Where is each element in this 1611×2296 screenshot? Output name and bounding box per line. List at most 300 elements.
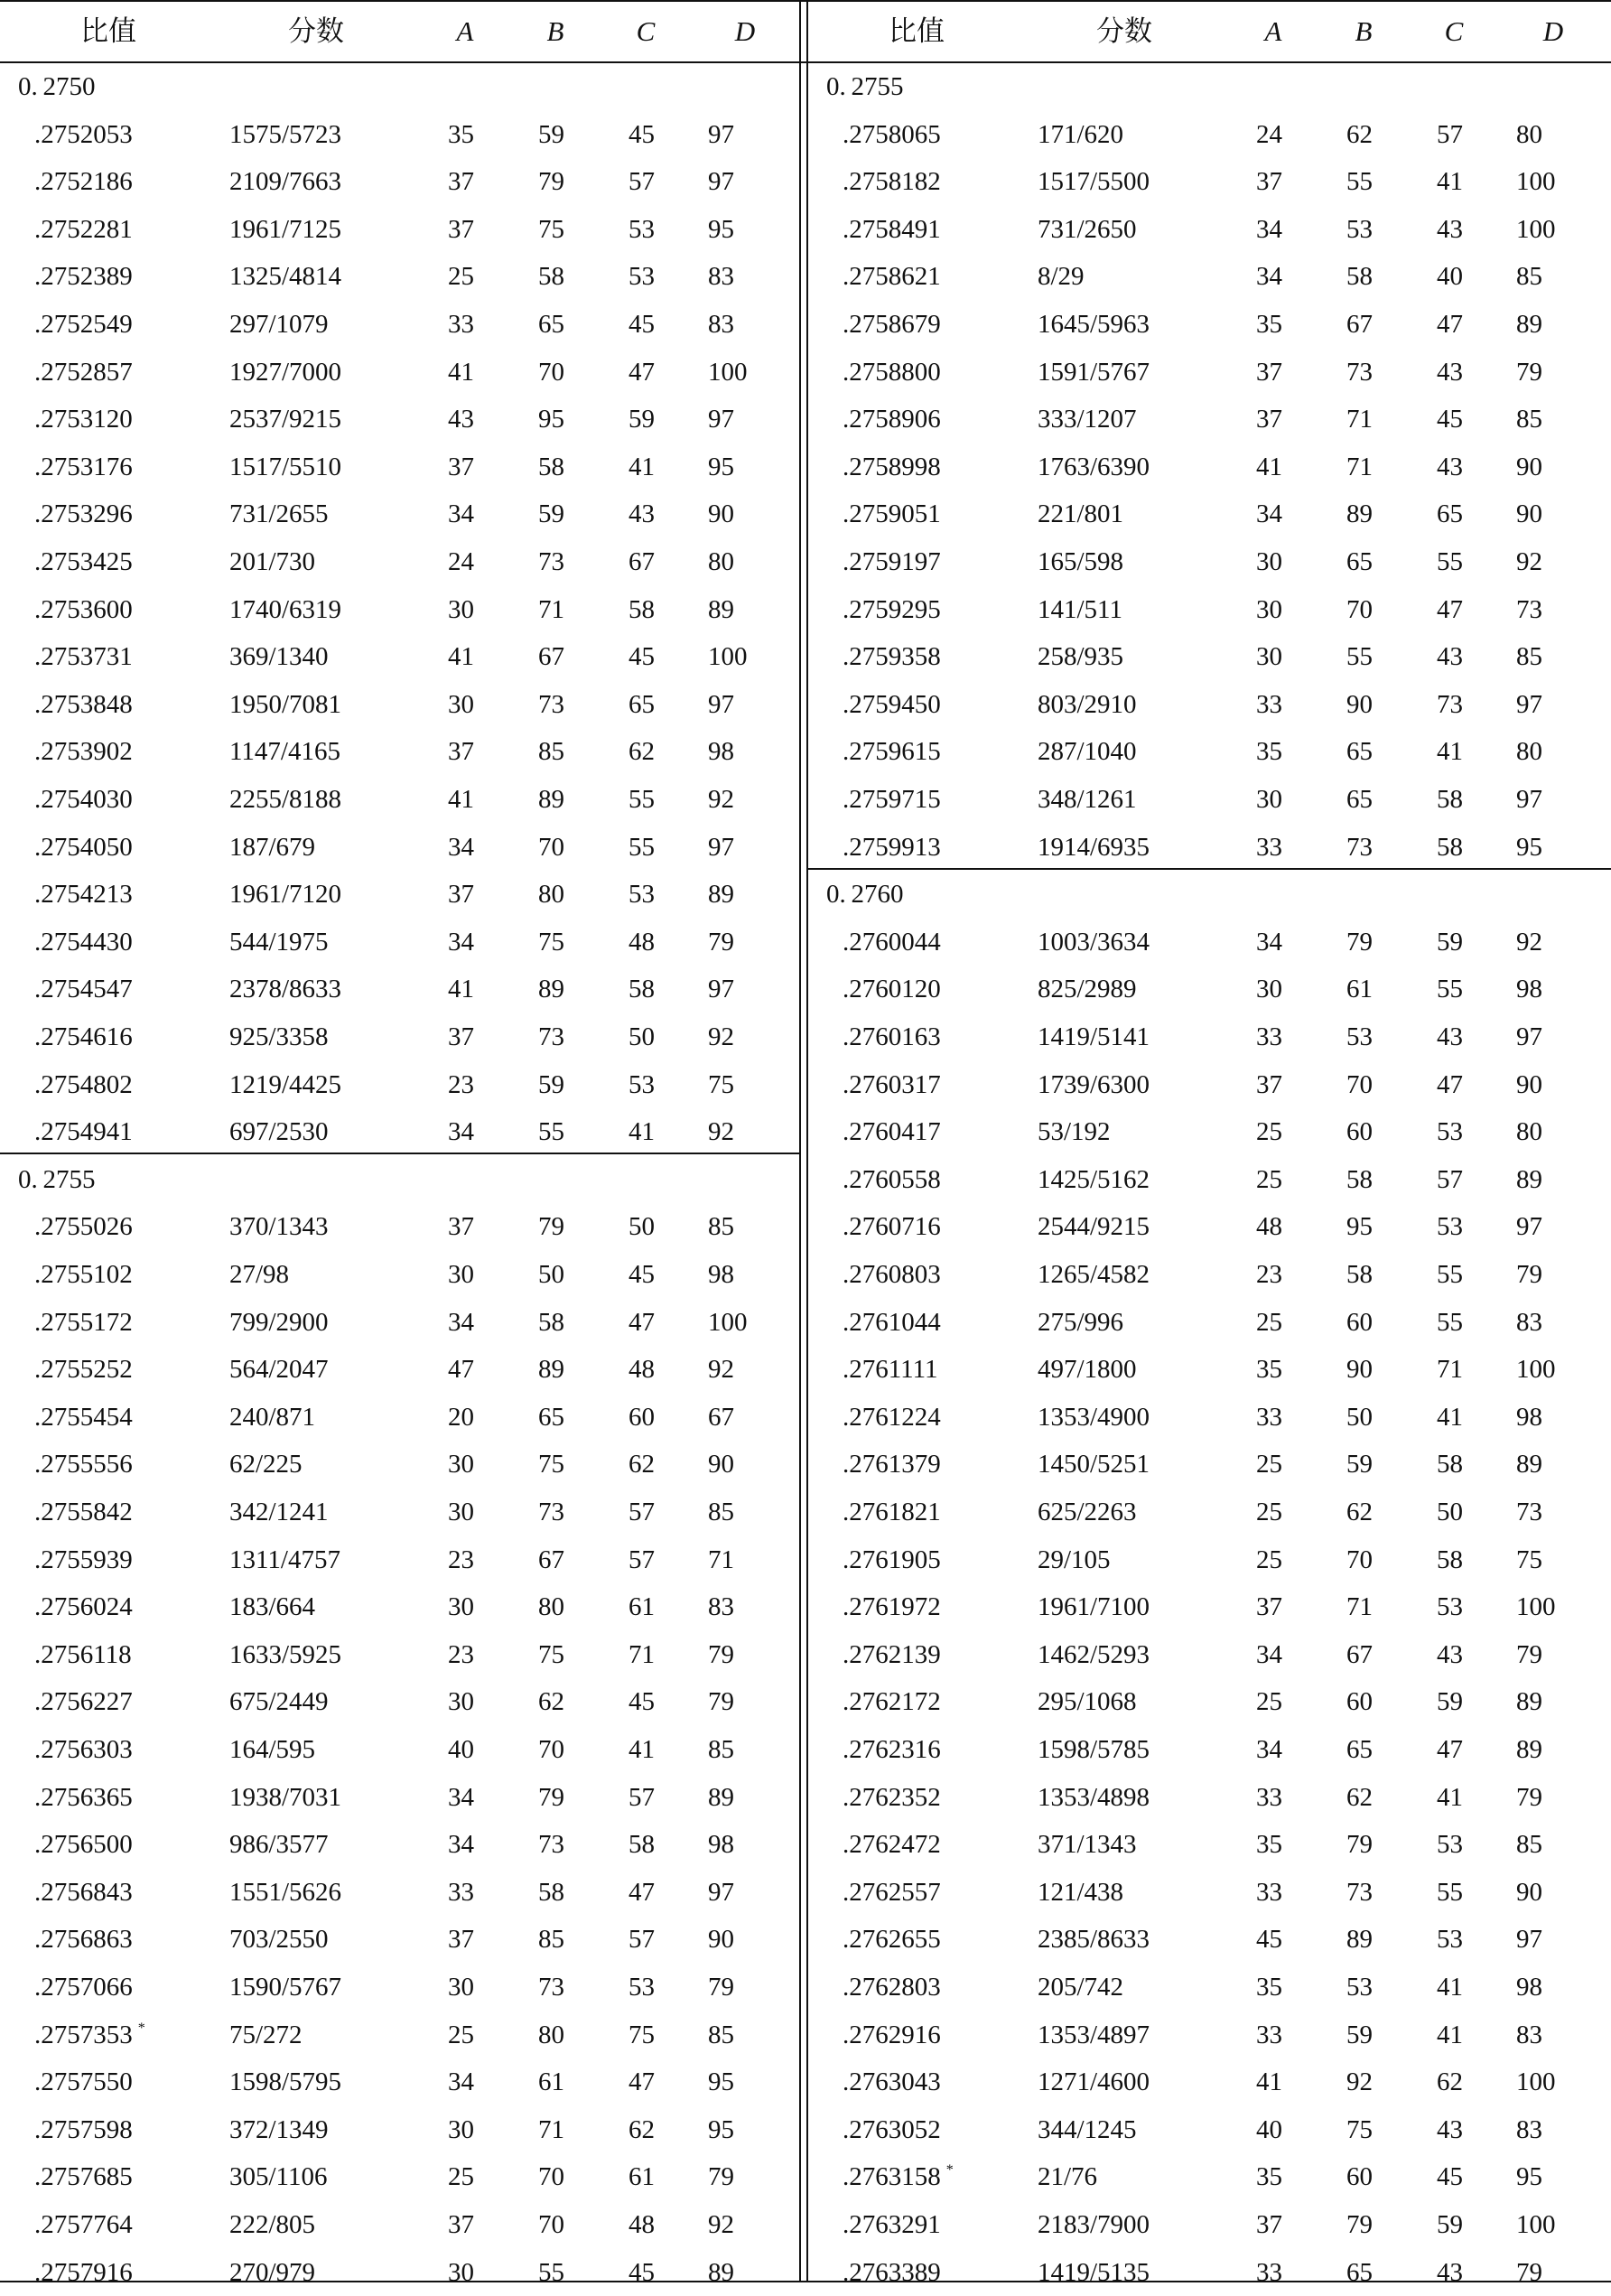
a-cell: 35 bbox=[448, 119, 474, 149]
a-cell: 25 bbox=[448, 2020, 474, 2049]
ratio-cell: .2760120 bbox=[843, 975, 941, 1004]
a-cell: 41 bbox=[448, 785, 474, 814]
a-cell: 37 bbox=[448, 452, 474, 481]
ratio-cell: .2754941 bbox=[34, 1117, 133, 1147]
b-cell: 65 bbox=[1346, 547, 1373, 576]
header-fraction-left: 分数 bbox=[288, 15, 344, 47]
ratio-cell: .2759615 bbox=[843, 737, 941, 767]
fraction-cell: 369/1340 bbox=[229, 642, 329, 672]
fraction-cell: 1425/5162 bbox=[1038, 1164, 1150, 1194]
fraction-cell: 344/1245 bbox=[1038, 2114, 1137, 2144]
c-cell: 59 bbox=[629, 405, 655, 434]
d-cell: 92 bbox=[708, 1022, 734, 1051]
ratio-cell: .2762139 bbox=[843, 1639, 941, 1669]
fraction-cell: 1961/7100 bbox=[1038, 1592, 1150, 1622]
b-cell: 62 bbox=[1346, 1498, 1373, 1526]
d-cell: 90 bbox=[1516, 1877, 1542, 1907]
b-cell: 71 bbox=[1346, 452, 1373, 481]
ratio-cell: .2753296 bbox=[34, 499, 133, 529]
ratio-cell: .2757550 bbox=[34, 2067, 133, 2097]
ratio-cell: .2760417 bbox=[843, 1117, 941, 1147]
a-cell: 30 bbox=[1256, 785, 1282, 814]
fraction-cell: 697/2530 bbox=[229, 1117, 329, 1147]
c-cell: 43 bbox=[1437, 2257, 1463, 2287]
c-cell: 48 bbox=[629, 927, 655, 957]
ratio-cell: .2753120 bbox=[34, 405, 133, 434]
column-divider bbox=[799, 0, 801, 2282]
b-cell: 79 bbox=[538, 1212, 564, 1242]
b-cell: 55 bbox=[1346, 642, 1373, 672]
c-cell: 57 bbox=[629, 1498, 655, 1526]
a-cell: 37 bbox=[448, 1212, 474, 1242]
ratio-cell: .2757598 bbox=[34, 2114, 133, 2144]
ratio-cell: .2753848 bbox=[34, 689, 133, 719]
header-c-left: C bbox=[636, 15, 656, 47]
ratio-cell: .2762557 bbox=[843, 1877, 941, 1907]
fraction-cell: 1517/5510 bbox=[229, 452, 342, 481]
d-cell: 73 bbox=[1516, 1498, 1542, 1526]
d-cell: 100 bbox=[1516, 1592, 1556, 1622]
fraction-cell: 171/620 bbox=[1038, 119, 1124, 149]
a-cell: 35 bbox=[1256, 310, 1282, 339]
c-cell: 45 bbox=[629, 642, 655, 672]
fraction-cell: 1311/4757 bbox=[229, 1545, 340, 1574]
a-cell: 35 bbox=[1256, 1830, 1282, 1860]
d-cell: 95 bbox=[708, 2067, 734, 2097]
a-cell: 25 bbox=[1256, 1164, 1282, 1194]
asterisk-mark: * bbox=[137, 2020, 145, 2036]
fraction-cell: 544/1975 bbox=[229, 927, 329, 957]
a-cell: 25 bbox=[1256, 1498, 1282, 1526]
b-cell: 89 bbox=[538, 975, 564, 1004]
ratio-cell: .2752186 bbox=[34, 167, 133, 197]
b-cell: 73 bbox=[538, 1973, 564, 2002]
b-cell: 79 bbox=[538, 167, 564, 197]
c-cell: 59 bbox=[1437, 927, 1463, 957]
ratio-cell: .2759295 bbox=[843, 594, 941, 624]
fraction-cell: 497/1800 bbox=[1038, 1355, 1137, 1385]
d-cell: 89 bbox=[1516, 1450, 1542, 1479]
ratio-cell: .2755102 bbox=[34, 1260, 133, 1289]
b-cell: 70 bbox=[538, 357, 564, 387]
ratio-cell: .2753176 bbox=[34, 452, 133, 481]
b-cell: 67 bbox=[1346, 310, 1373, 339]
ratio-cell: .2756863 bbox=[34, 1925, 133, 1955]
ratio-cell: .2760163 bbox=[843, 1022, 941, 1051]
c-cell: 62 bbox=[629, 2114, 655, 2144]
fraction-cell: 1353/4897 bbox=[1038, 2020, 1150, 2049]
a-cell: 34 bbox=[1256, 927, 1282, 957]
d-cell: 92 bbox=[708, 1117, 734, 1147]
fraction-cell: 183/664 bbox=[229, 1592, 316, 1622]
ratio-cell: .2754547 bbox=[34, 975, 133, 1004]
a-cell: 30 bbox=[448, 1498, 474, 1526]
c-cell: 61 bbox=[629, 2162, 655, 2192]
b-cell: 70 bbox=[1346, 594, 1373, 624]
ratio-cell: .2756843 bbox=[34, 1877, 133, 1907]
d-cell: 79 bbox=[1516, 1639, 1542, 1669]
fraction-cell: 1950/7081 bbox=[229, 689, 342, 719]
a-cell: 34 bbox=[448, 1782, 474, 1812]
d-cell: 79 bbox=[708, 927, 734, 957]
d-cell: 89 bbox=[1516, 310, 1542, 339]
c-cell: 41 bbox=[629, 1117, 655, 1147]
fraction-cell: 342/1241 bbox=[229, 1498, 329, 1526]
d-cell: 100 bbox=[1516, 167, 1556, 197]
ratio-cell: .2756303 bbox=[34, 1735, 133, 1764]
fraction-cell: 201/730 bbox=[229, 547, 316, 576]
ratio-cell: .2758065 bbox=[843, 119, 941, 149]
section-label: 0. 2760 bbox=[826, 880, 904, 910]
c-cell: 48 bbox=[629, 2210, 655, 2239]
ratio-cell: .2760317 bbox=[843, 1069, 941, 1099]
c-cell: 41 bbox=[1437, 1402, 1463, 1432]
c-cell: 65 bbox=[629, 689, 655, 719]
ratio-cell: .2758998 bbox=[843, 452, 941, 481]
d-cell: 89 bbox=[708, 880, 734, 910]
fraction-cell: 1325/4814 bbox=[229, 262, 342, 292]
c-cell: 43 bbox=[1437, 2114, 1463, 2144]
d-cell: 98 bbox=[708, 737, 734, 767]
a-cell: 35 bbox=[1256, 737, 1282, 767]
header-ratio-left: 比值 bbox=[80, 15, 136, 47]
fraction-cell: 803/2910 bbox=[1038, 689, 1137, 719]
fraction-cell: 27/98 bbox=[229, 1260, 290, 1289]
b-cell: 58 bbox=[1346, 262, 1373, 292]
b-cell: 65 bbox=[1346, 2257, 1373, 2287]
a-cell: 34 bbox=[448, 499, 474, 529]
a-cell: 33 bbox=[1256, 1877, 1282, 1907]
b-cell: 70 bbox=[538, 2210, 564, 2239]
d-cell: 85 bbox=[708, 1735, 734, 1764]
d-cell: 89 bbox=[1516, 1687, 1542, 1717]
d-cell: 67 bbox=[708, 1402, 734, 1432]
c-cell: 62 bbox=[629, 1450, 655, 1479]
a-cell: 37 bbox=[448, 1022, 474, 1051]
d-cell: 85 bbox=[1516, 642, 1542, 672]
ratio-cell: .2754430 bbox=[34, 927, 133, 957]
c-cell: 43 bbox=[1437, 357, 1463, 387]
fraction-cell: 1740/6319 bbox=[229, 594, 342, 624]
b-cell: 71 bbox=[1346, 1592, 1373, 1622]
a-cell: 24 bbox=[1256, 119, 1282, 149]
a-cell: 33 bbox=[1256, 1022, 1282, 1051]
b-cell: 58 bbox=[538, 1307, 564, 1337]
d-cell: 97 bbox=[1516, 689, 1542, 719]
a-cell: 34 bbox=[1256, 499, 1282, 529]
c-cell: 55 bbox=[1437, 547, 1463, 576]
fraction-cell: 731/2655 bbox=[229, 499, 329, 529]
b-cell: 62 bbox=[1346, 1782, 1373, 1812]
d-cell: 100 bbox=[1516, 2067, 1556, 2097]
ratio-cell: .2755252 bbox=[34, 1355, 133, 1385]
fraction-cell: 703/2550 bbox=[229, 1925, 329, 1955]
a-cell: 30 bbox=[448, 689, 474, 719]
d-cell: 89 bbox=[708, 2257, 734, 2287]
b-cell: 65 bbox=[1346, 1735, 1373, 1764]
b-cell: 61 bbox=[538, 2067, 564, 2097]
c-cell: 55 bbox=[1437, 1260, 1463, 1289]
d-cell: 85 bbox=[1516, 405, 1542, 434]
fraction-cell: 1645/5963 bbox=[1038, 310, 1150, 339]
b-cell: 95 bbox=[538, 405, 564, 434]
asterisk-mark: * bbox=[945, 2162, 954, 2179]
a-cell: 40 bbox=[448, 1735, 474, 1764]
fraction-cell: 1462/5293 bbox=[1038, 1639, 1150, 1669]
fraction-cell: 1147/4165 bbox=[229, 737, 340, 767]
a-cell: 37 bbox=[1256, 2210, 1282, 2239]
c-cell: 62 bbox=[629, 737, 655, 767]
d-cell: 75 bbox=[1516, 1545, 1542, 1574]
ratio-cell: .2759051 bbox=[843, 499, 941, 529]
fraction-cell: 1003/3634 bbox=[1038, 927, 1150, 957]
c-cell: 41 bbox=[629, 452, 655, 481]
fraction-cell: 222/805 bbox=[229, 2210, 316, 2239]
c-cell: 45 bbox=[629, 119, 655, 149]
a-cell: 25 bbox=[1256, 1117, 1282, 1147]
b-cell: 73 bbox=[538, 547, 564, 576]
d-cell: 97 bbox=[1516, 1022, 1542, 1051]
c-cell: 45 bbox=[629, 1260, 655, 1289]
c-cell: 41 bbox=[1437, 1782, 1463, 1812]
ratio-cell: .2754616 bbox=[34, 1022, 133, 1051]
fraction-cell: 21/76 bbox=[1038, 2162, 1098, 2192]
a-cell: 33 bbox=[1256, 2020, 1282, 2049]
fraction-cell: 370/1343 bbox=[229, 1212, 329, 1242]
a-cell: 33 bbox=[1256, 832, 1282, 862]
c-cell: 75 bbox=[629, 2020, 655, 2049]
d-cell: 83 bbox=[1516, 2114, 1542, 2144]
c-cell: 41 bbox=[629, 1735, 655, 1764]
a-cell: 40 bbox=[1256, 2114, 1282, 2144]
b-cell: 67 bbox=[1346, 1639, 1373, 1669]
b-cell: 71 bbox=[538, 594, 564, 624]
b-cell: 92 bbox=[1346, 2067, 1373, 2097]
ratio-cell: .2761224 bbox=[843, 1402, 941, 1432]
fraction-cell: 986/3577 bbox=[229, 1830, 329, 1860]
a-cell: 30 bbox=[1256, 594, 1282, 624]
a-cell: 34 bbox=[448, 832, 474, 862]
header-a-right: A bbox=[1264, 15, 1282, 47]
c-cell: 47 bbox=[629, 2067, 655, 2097]
b-cell: 60 bbox=[1346, 1687, 1373, 1717]
a-cell: 30 bbox=[1256, 975, 1282, 1004]
a-cell: 48 bbox=[1256, 1212, 1282, 1242]
a-cell: 23 bbox=[448, 1545, 474, 1574]
a-cell: 30 bbox=[448, 2114, 474, 2144]
d-cell: 85 bbox=[708, 1212, 734, 1242]
a-cell: 41 bbox=[1256, 452, 1282, 481]
d-cell: 98 bbox=[1516, 1402, 1542, 1432]
ratio-cell: .2758491 bbox=[843, 214, 941, 244]
d-cell: 97 bbox=[708, 1877, 734, 1907]
c-cell: 57 bbox=[1437, 1164, 1463, 1194]
d-cell: 90 bbox=[1516, 452, 1542, 481]
fraction-cell: 1591/5767 bbox=[1038, 357, 1150, 387]
c-cell: 47 bbox=[1437, 1735, 1463, 1764]
ratio-cell: .2755556 bbox=[34, 1450, 133, 1479]
fraction-cell: 1739/6300 bbox=[1038, 1069, 1150, 1099]
b-cell: 71 bbox=[538, 2114, 564, 2144]
a-cell: 37 bbox=[1256, 167, 1282, 197]
d-cell: 97 bbox=[708, 405, 734, 434]
c-cell: 55 bbox=[1437, 975, 1463, 1004]
c-cell: 73 bbox=[1437, 689, 1463, 719]
c-cell: 43 bbox=[1437, 1639, 1463, 1669]
b-cell: 59 bbox=[1346, 2020, 1373, 2049]
b-cell: 50 bbox=[538, 1260, 564, 1289]
ratio-cell: .2754802 bbox=[34, 1069, 133, 1099]
ratio-cell: .2756118 bbox=[34, 1639, 132, 1669]
fraction-cell: 2544/9215 bbox=[1038, 1212, 1150, 1242]
header-b-left: B bbox=[546, 15, 564, 47]
a-cell: 34 bbox=[1256, 262, 1282, 292]
d-cell: 80 bbox=[1516, 119, 1542, 149]
ratio-cell: .2759197 bbox=[843, 547, 941, 576]
b-cell: 89 bbox=[1346, 1925, 1373, 1955]
b-cell: 61 bbox=[1346, 975, 1373, 1004]
a-cell: 34 bbox=[448, 1307, 474, 1337]
d-cell: 79 bbox=[708, 2162, 734, 2192]
ratio-cell: .2753600 bbox=[34, 594, 133, 624]
fraction-cell: 2537/9215 bbox=[229, 405, 342, 434]
fraction-cell: 1914/6935 bbox=[1038, 832, 1150, 862]
c-cell: 55 bbox=[1437, 1307, 1463, 1337]
a-cell: 34 bbox=[1256, 214, 1282, 244]
fraction-cell: 333/1207 bbox=[1038, 405, 1137, 434]
c-cell: 57 bbox=[629, 1925, 655, 1955]
b-cell: 89 bbox=[538, 785, 564, 814]
ratio-cell: .2762803 bbox=[843, 1973, 941, 2002]
b-cell: 70 bbox=[1346, 1069, 1373, 1099]
d-cell: 97 bbox=[708, 689, 734, 719]
b-cell: 70 bbox=[1346, 1545, 1373, 1574]
fraction-cell: 1353/4898 bbox=[1038, 1782, 1150, 1812]
b-cell: 55 bbox=[538, 1117, 564, 1147]
b-cell: 89 bbox=[1346, 499, 1373, 529]
ratio-cell: .2757066 bbox=[34, 1973, 133, 2002]
fraction-cell: 270/979 bbox=[229, 2257, 316, 2287]
a-cell: 34 bbox=[448, 927, 474, 957]
ratio-cell: .2758679 bbox=[843, 310, 941, 339]
a-cell: 37 bbox=[448, 880, 474, 910]
d-cell: 97 bbox=[1516, 1925, 1542, 1955]
fraction-cell: 1927/7000 bbox=[229, 357, 342, 387]
a-cell: 37 bbox=[1256, 357, 1282, 387]
b-cell: 65 bbox=[538, 1402, 564, 1432]
a-cell: 30 bbox=[448, 1687, 474, 1717]
fraction-cell: 53/192 bbox=[1038, 1117, 1111, 1147]
a-cell: 34 bbox=[448, 1830, 474, 1860]
d-cell: 100 bbox=[1516, 1355, 1556, 1385]
d-cell: 92 bbox=[708, 785, 734, 814]
d-cell: 83 bbox=[708, 310, 734, 339]
c-cell: 71 bbox=[629, 1639, 655, 1669]
d-cell: 95 bbox=[708, 452, 734, 481]
a-cell: 30 bbox=[448, 1973, 474, 2002]
ratio-cell: .2753731 bbox=[34, 642, 133, 672]
d-cell: 98 bbox=[708, 1830, 734, 1860]
fraction-cell: 8/29 bbox=[1038, 262, 1085, 292]
ratio-cell: .2760044 bbox=[843, 927, 941, 957]
fraction-cell: 2385/8633 bbox=[1038, 1925, 1150, 1955]
b-cell: 65 bbox=[538, 310, 564, 339]
a-cell: 30 bbox=[1256, 547, 1282, 576]
header-a-left: A bbox=[456, 15, 474, 47]
d-cell: 89 bbox=[1516, 1735, 1542, 1764]
d-cell: 100 bbox=[1516, 214, 1556, 244]
a-cell: 37 bbox=[448, 737, 474, 767]
ratio-cell: .2752857 bbox=[34, 357, 133, 387]
b-cell: 79 bbox=[1346, 2210, 1373, 2239]
a-cell: 37 bbox=[448, 1925, 474, 1955]
b-cell: 58 bbox=[1346, 1164, 1373, 1194]
d-cell: 97 bbox=[708, 832, 734, 862]
b-cell: 62 bbox=[1346, 119, 1373, 149]
c-cell: 45 bbox=[629, 310, 655, 339]
d-cell: 100 bbox=[1516, 2210, 1556, 2239]
a-cell: 37 bbox=[1256, 1592, 1282, 1622]
fraction-cell: 1633/5925 bbox=[229, 1639, 342, 1669]
fraction-cell: 1598/5795 bbox=[229, 2067, 342, 2097]
b-cell: 70 bbox=[538, 832, 564, 862]
a-cell: 25 bbox=[448, 262, 474, 292]
c-cell: 50 bbox=[629, 1212, 655, 1242]
c-cell: 53 bbox=[1437, 1925, 1463, 1955]
fraction-cell: 305/1106 bbox=[229, 2162, 328, 2192]
a-cell: 30 bbox=[448, 2257, 474, 2287]
a-cell: 41 bbox=[448, 975, 474, 1004]
d-cell: 97 bbox=[708, 167, 734, 197]
ratio-cell: .2756227 bbox=[34, 1687, 133, 1717]
fraction-cell: 2255/8188 bbox=[229, 785, 342, 814]
c-cell: 62 bbox=[1437, 2067, 1463, 2097]
b-cell: 80 bbox=[538, 2020, 564, 2049]
a-cell: 43 bbox=[448, 405, 474, 434]
c-cell: 50 bbox=[629, 1022, 655, 1051]
header-fraction-right: 分数 bbox=[1096, 15, 1152, 47]
header-b-right: B bbox=[1355, 15, 1373, 47]
b-cell: 89 bbox=[538, 1355, 564, 1385]
d-cell: 100 bbox=[708, 642, 748, 672]
b-cell: 70 bbox=[538, 1735, 564, 1764]
fraction-cell: 240/871 bbox=[229, 1402, 316, 1432]
c-cell: 59 bbox=[1437, 2210, 1463, 2239]
ratio-cell: .2756365 bbox=[34, 1782, 133, 1812]
section-label: 0. 2755 bbox=[18, 1164, 96, 1194]
c-cell: 45 bbox=[629, 1687, 655, 1717]
fraction-cell: 141/511 bbox=[1038, 594, 1122, 624]
c-cell: 41 bbox=[1437, 1973, 1463, 2002]
a-cell: 25 bbox=[448, 2162, 474, 2192]
d-cell: 98 bbox=[1516, 975, 1542, 1004]
b-cell: 65 bbox=[1346, 737, 1373, 767]
d-cell: 92 bbox=[708, 2210, 734, 2239]
d-cell: 89 bbox=[1516, 1164, 1542, 1194]
fraction-cell: 799/2900 bbox=[229, 1307, 329, 1337]
ratio-cell: .2762655 bbox=[843, 1925, 941, 1955]
b-cell: 60 bbox=[1346, 2162, 1373, 2192]
d-cell: 73 bbox=[1516, 594, 1542, 624]
d-cell: 97 bbox=[708, 119, 734, 149]
ratio-cell: .2759715 bbox=[843, 785, 941, 814]
d-cell: 90 bbox=[1516, 499, 1542, 529]
fraction-cell: 205/742 bbox=[1038, 1973, 1124, 2002]
c-cell: 58 bbox=[629, 1830, 655, 1860]
b-cell: 55 bbox=[538, 2257, 564, 2287]
b-cell: 75 bbox=[538, 1450, 564, 1479]
a-cell: 35 bbox=[1256, 2162, 1282, 2192]
